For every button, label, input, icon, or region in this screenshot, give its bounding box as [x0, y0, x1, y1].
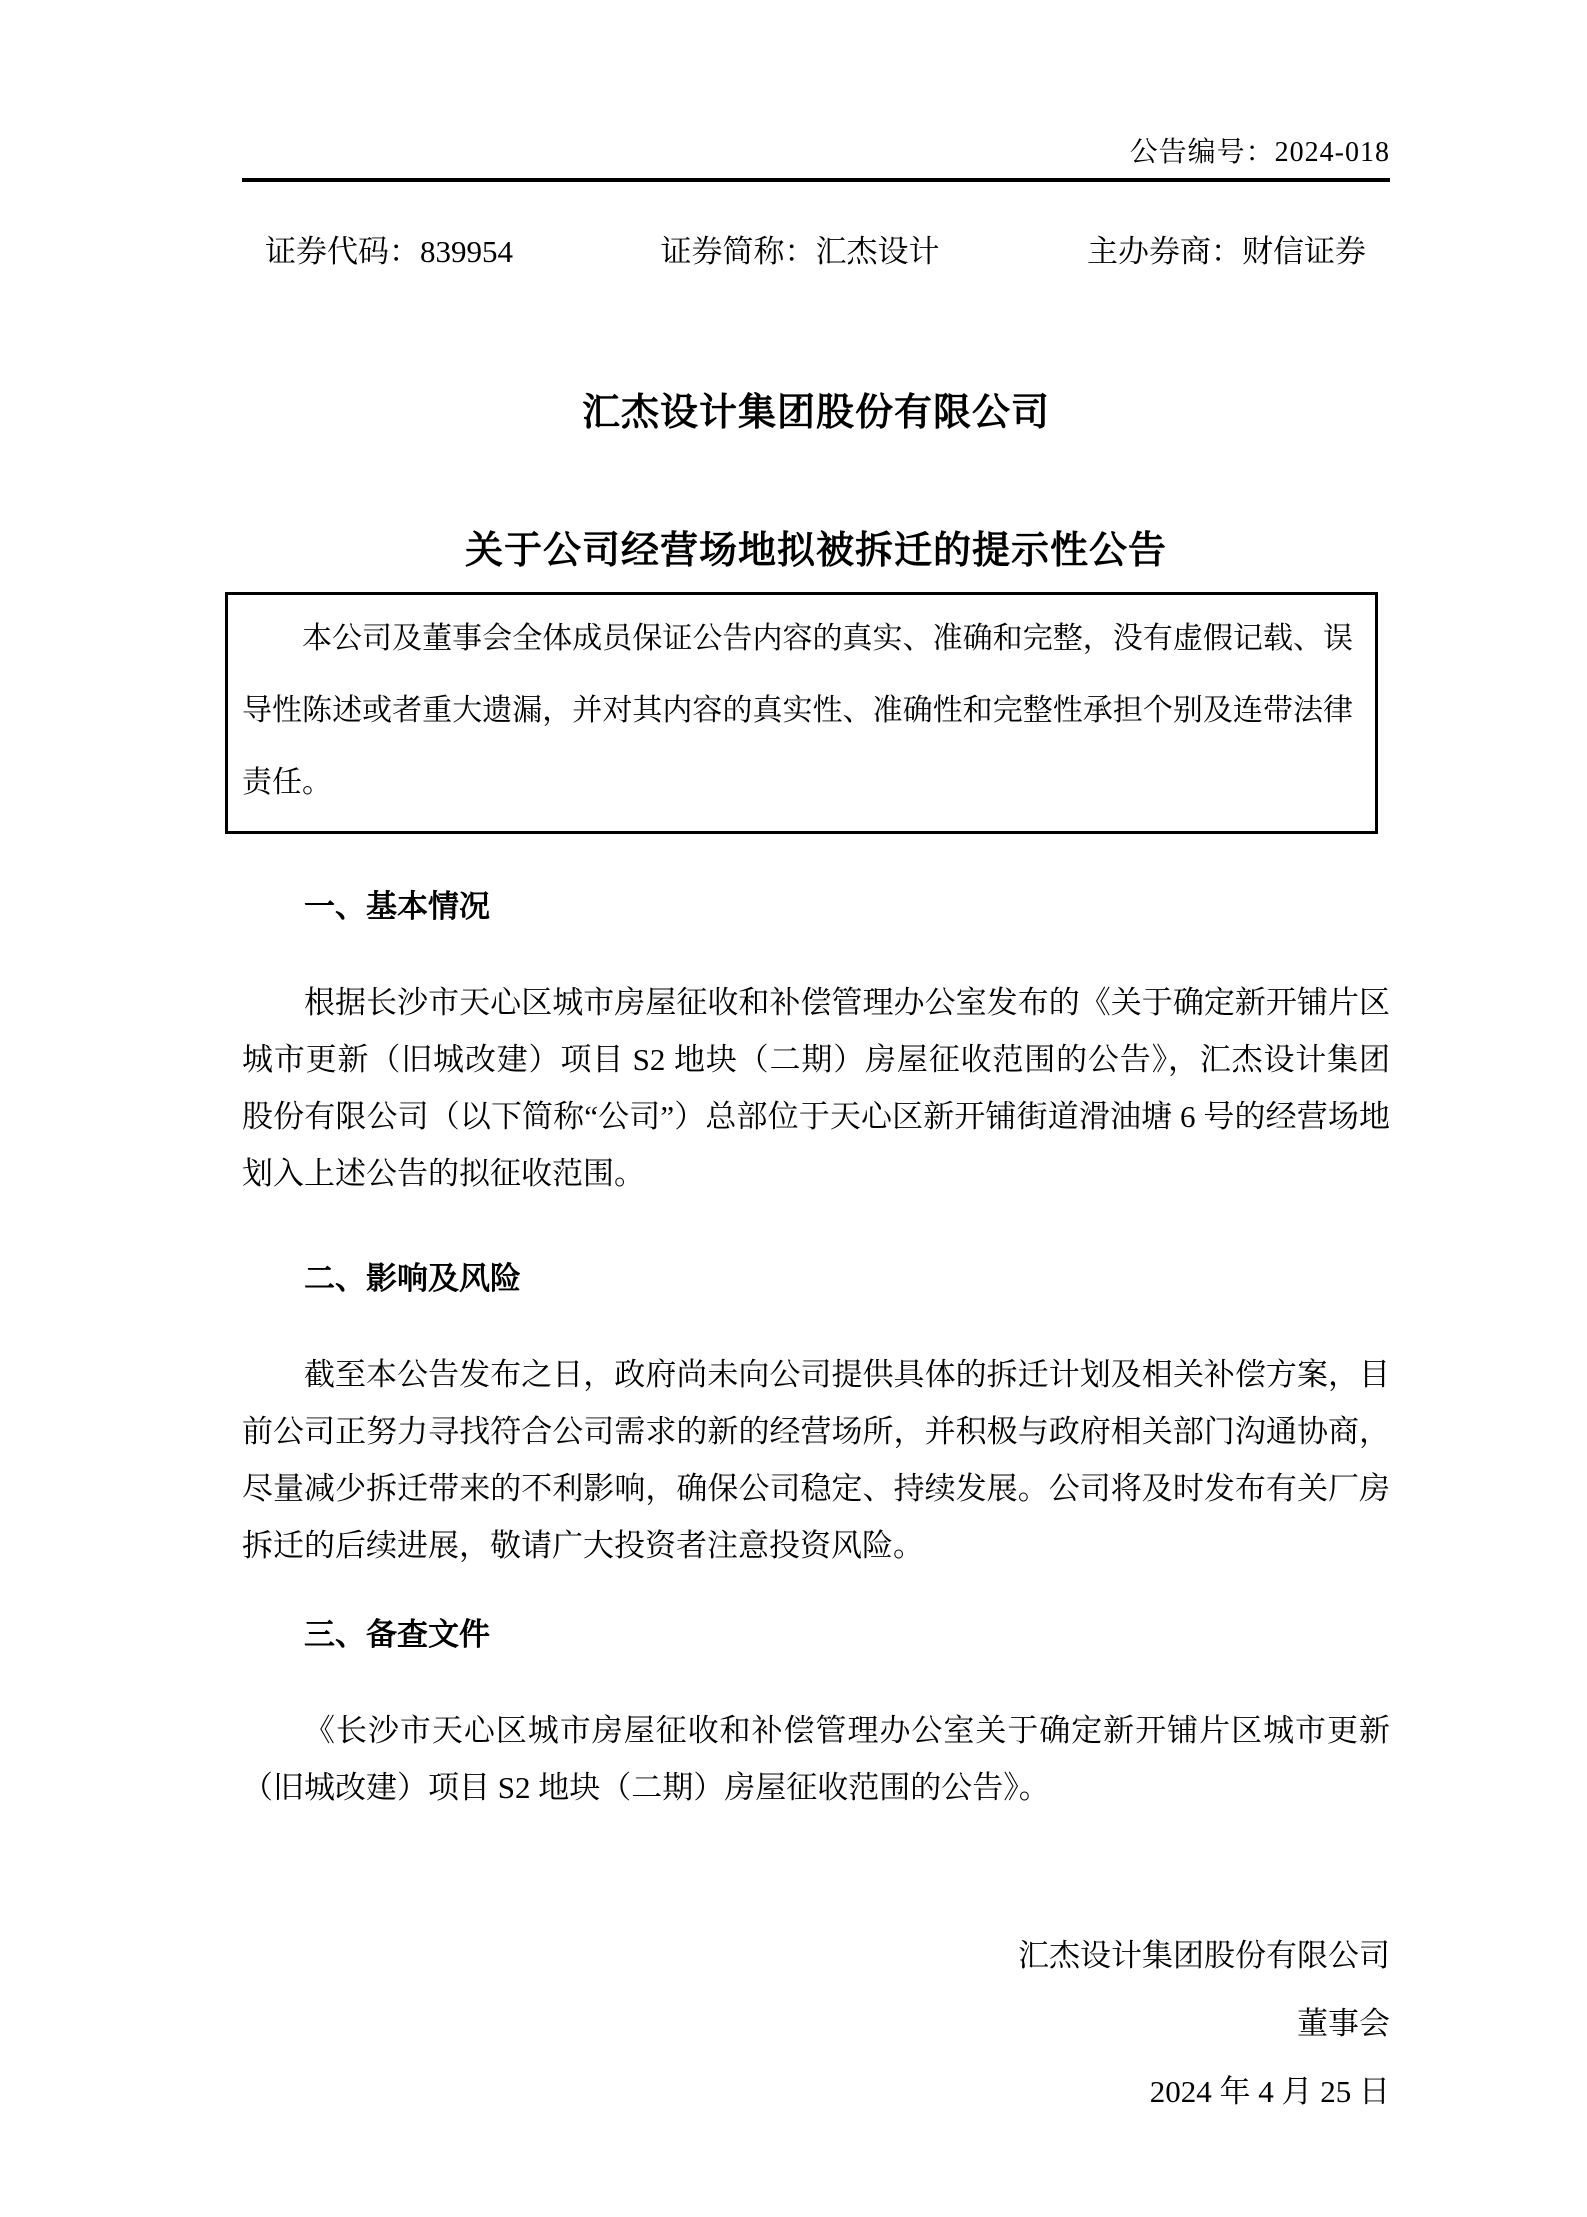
section-paragraph-reference-docs: 《长沙市天心区城市房屋征收和补偿管理办公室关于确定新开铺片区城市更新（旧城改建）项目 S2 地块（二期）房屋征收范围的公告》。 [242, 1713, 1390, 1805]
securities-info-row [242, 234, 1390, 270]
signature-date: 2024 年 4 月 25 日 [1149, 2074, 1390, 2109]
stock-code-label: 证券代码：839954 [265, 234, 513, 269]
header-divider [242, 178, 1390, 182]
section-heading-basic-info: 一、基本情况 [304, 889, 490, 924]
disclaimer-text: 本公司及董事会全体成员保证公告内容的真实、准确和完整，没有虚假记载、误导性陈述或者重大遗漏，并对其内容的真实性、准确性和完整性承担个别及连带法律责任。 [242, 622, 1353, 799]
sponsor-broker-label: 主办券商：财信证券 [1087, 234, 1366, 269]
section-heading-reference-docs: 三、备查文件 [304, 1617, 490, 1652]
signature-board: 董事会 [1297, 2006, 1390, 2041]
section-paragraph-basic-info: 根据长沙市天心区城市房屋征收和补偿管理办公室发布的《关于确定新开铺片区城市更新（旧城改建）项目 S2 地块（二期）房屋征收范围的公告》，汇杰设计集团股份有限公司（以下简称“公司”）总部位于天心区新开铺街道滑油塘 6 号的经营场地划入上述公告的拟征收范围。 [242, 985, 1390, 1191]
signature-company: 汇杰设计集团股份有限公司 [1018, 1938, 1390, 1973]
signature-block [242, 1922, 1390, 2126]
section-paragraph-impact-risk: 截至本公告发布之日，政府尚未向公司提供具体的拆迁计划及相关补偿方案，目前公司正努力寻找符合公司需求的新的经营场所，并积极与政府相关部门沟通协商，尽量减少拆迁带来的不利影响，确保公司稳定、持续发展。公司将及时发布有关厂房拆迁的后续进展，敬请广大投资者注意投资风险。 [242, 1357, 1390, 1563]
stock-short-name-label: 证券简称：汇杰设计 [660, 234, 940, 269]
document-title-company: 汇杰设计集团股份有限公司 [581, 392, 1050, 434]
announcement-number: 公告编号：2024-018 [1129, 137, 1390, 168]
section-heading-impact-risk: 二、影响及风险 [304, 1261, 521, 1296]
document-title-subject: 关于公司经营场地拟被拆迁的提示性公告 [464, 530, 1167, 572]
disclaimer-box [225, 592, 1378, 834]
